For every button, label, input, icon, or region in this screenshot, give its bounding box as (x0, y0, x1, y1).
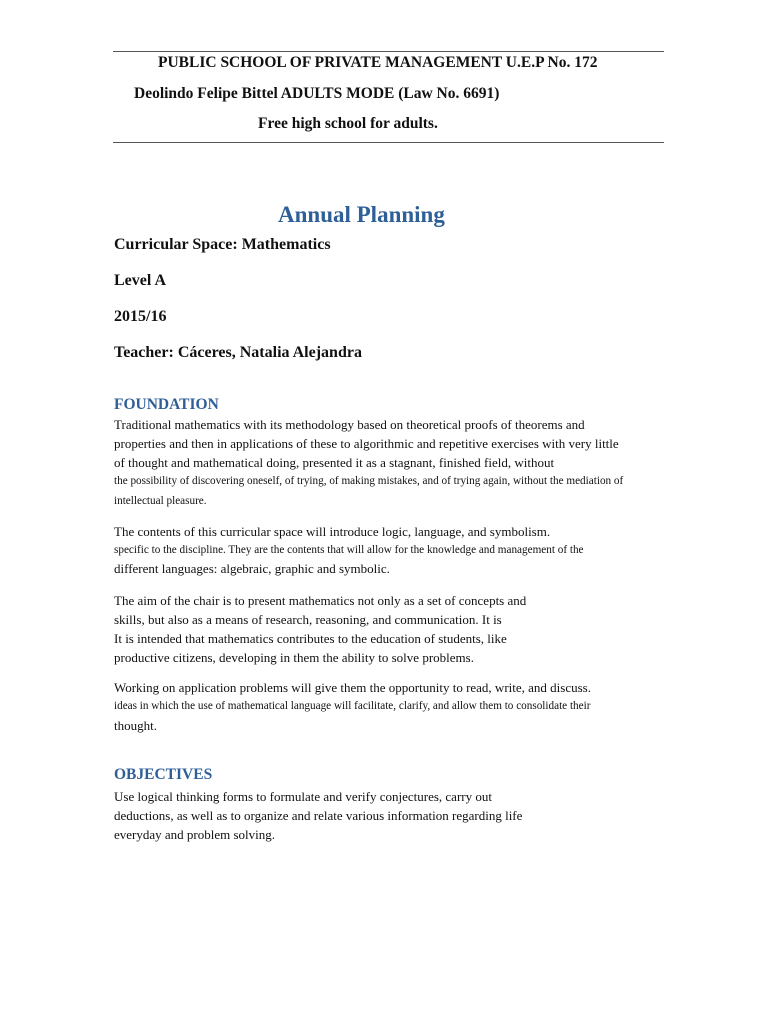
school-subtitle: Free high school for adults. (258, 115, 438, 132)
school-name: PUBLIC SCHOOL OF PRIVATE MANAGEMENT U.E.P No. 172 (158, 54, 598, 71)
objectives-heading: OBJECTIVES (114, 766, 213, 783)
text-line: deductions, as well as to organize and relate various information regarding life (114, 808, 523, 823)
text-line: of thought and mathematical doing, presented it as a stagnant, finished field, without (114, 455, 555, 470)
text-line: different languages: algebraic, graphic and symbolic. (114, 561, 390, 576)
text-line: The aim of the chair is to present mathematics not only as a set of concepts and (114, 593, 527, 608)
teacher-name: Teacher: Cáceres, Natalia Alejandra (114, 344, 362, 361)
text-line: ideas in which the use of mathematical language will facilitate, clarify, and allow them to consolidate their (114, 700, 591, 712)
text-line: properties and then in applications of these to algorithmic and repetitive exercises with very little (114, 436, 619, 451)
school-year: 2015/16 (114, 308, 167, 325)
curricular-space: Curricular Space: Mathematics (114, 236, 331, 253)
header-bottom-rule (113, 142, 664, 143)
text-line: intellectual pleasure. (114, 495, 207, 507)
text-line: the possibility of discovering oneself, of trying, of making mistakes, and of trying again, without the mediation of (114, 475, 624, 487)
text-line: The contents of this curricular space will introduce logic, language, and symbolism. (114, 524, 551, 539)
level: Level A (114, 272, 166, 289)
text-line: Use logical thinking forms to formulate and verify conjectures, carry out (114, 789, 492, 804)
text-line: everyday and problem solving. (114, 827, 276, 842)
text-line: Working on application problems will give them the opportunity to read, write, and discuss. (114, 680, 591, 695)
text-line: It is intended that mathematics contributes to the education of students, like (114, 631, 507, 646)
text-line: skills, but also as a means of research, reasoning, and communication. It is (114, 612, 502, 627)
text-line: thought. (114, 718, 157, 733)
text-line: productive citizens, developing in them the ability to solve problems. (114, 650, 474, 665)
school-mode: Deolindo Felipe Bittel ADULTS MODE (Law No. 6691) (134, 85, 500, 102)
header-top-rule (113, 51, 664, 52)
document-title: Annual Planning (278, 202, 445, 227)
foundation-heading: FOUNDATION (114, 396, 219, 413)
text-line: specific to the discipline. They are the contents that will allow for the knowledge and management of the (114, 544, 584, 556)
text-line: Traditional mathematics with its methodology based on theoretical proofs of theorems and (114, 417, 585, 432)
